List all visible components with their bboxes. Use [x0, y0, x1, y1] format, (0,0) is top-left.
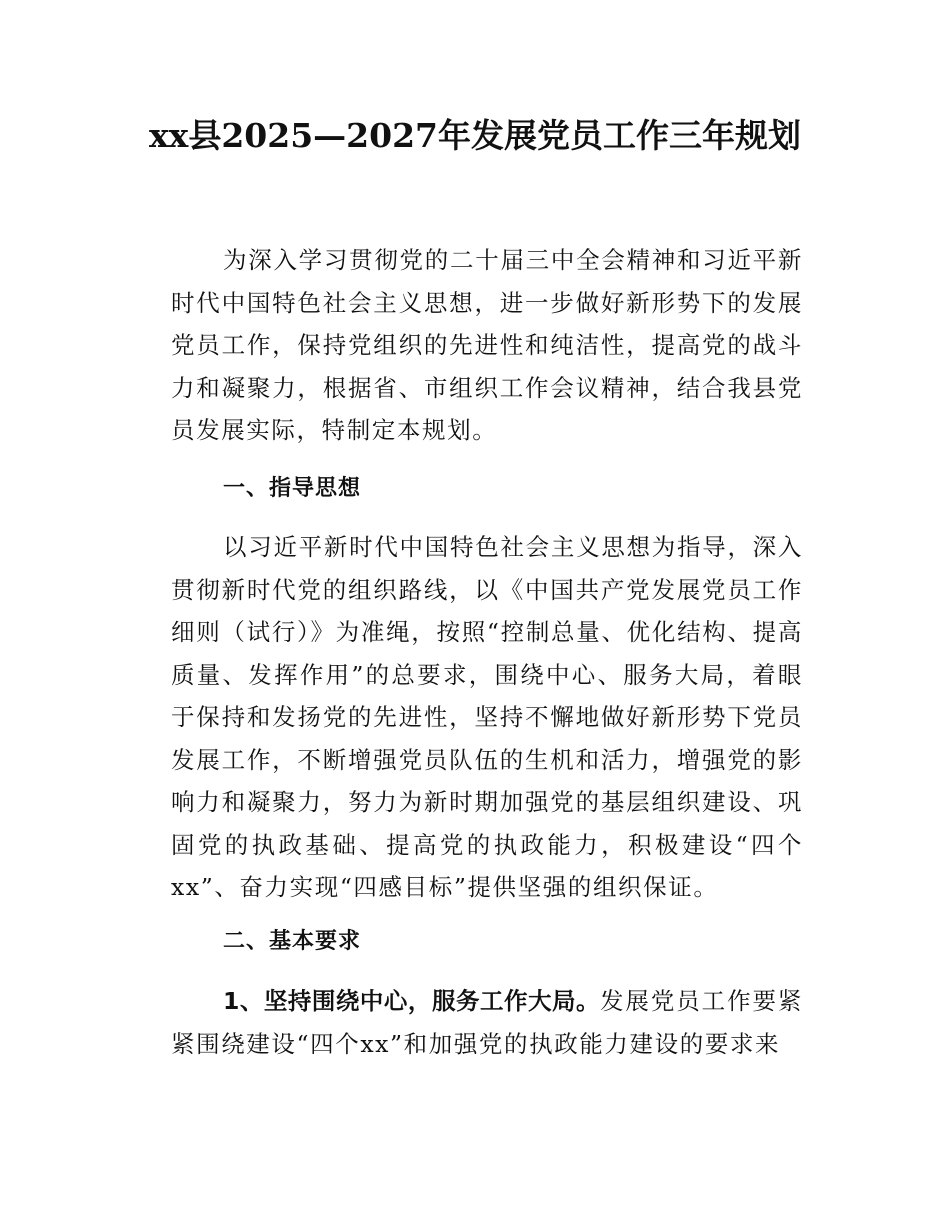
document-title: xx县2025—2027年发展党员工作三年规划 — [148, 116, 802, 155]
requirement-item-1-body: 发展党员工作要紧紧围绕建设“四个xx”和加强党的执政能力建设的要求来 — [171, 987, 803, 1058]
section-body-guiding-ideology: 以习近平新时代中国特色社会主义思想为指导，深入贯彻新时代党的组织路线，以《中国共产党发展党员工作细则（试行）》为准绳，按照“控制总量、优化结构、提高质量、发挥作用”的总要求，围绕中心、服务大局，着眼于保持和发扬党的先进性，坚持不懈地做好新形势下党员发展工作，不断增强党员队伍的生机和活力，增强党的影响力和凝聚力，努力为新时期加强党的基层组织建设、巩固党的执政基础、提高党的执政能力，积极建设“四个xx”、奋力实现“四感目标”提供坚强的组织保证。 — [171, 533, 803, 901]
requirement-item-1 — [171, 980, 803, 1065]
section-heading-guiding-ideology: 一、指导思想 — [223, 476, 362, 501]
intro-paragraph: 为深入学习贯彻党的二十届三中全会精神和习近平新时代中国特色社会主义思想，进一步做好新形势下的发展党员工作，保持党组织的先进性和纯洁性，提高党的战斗力和凝聚力，根据省、市组织工作会议精神，结合我县党员发展实际，特制定本规划。 — [171, 246, 803, 444]
requirement-item-1-lead: 1、坚持围绕中心，服务工作大局。 — [223, 987, 601, 1015]
section-heading-basic-requirements: 二、基本要求 — [223, 929, 362, 954]
